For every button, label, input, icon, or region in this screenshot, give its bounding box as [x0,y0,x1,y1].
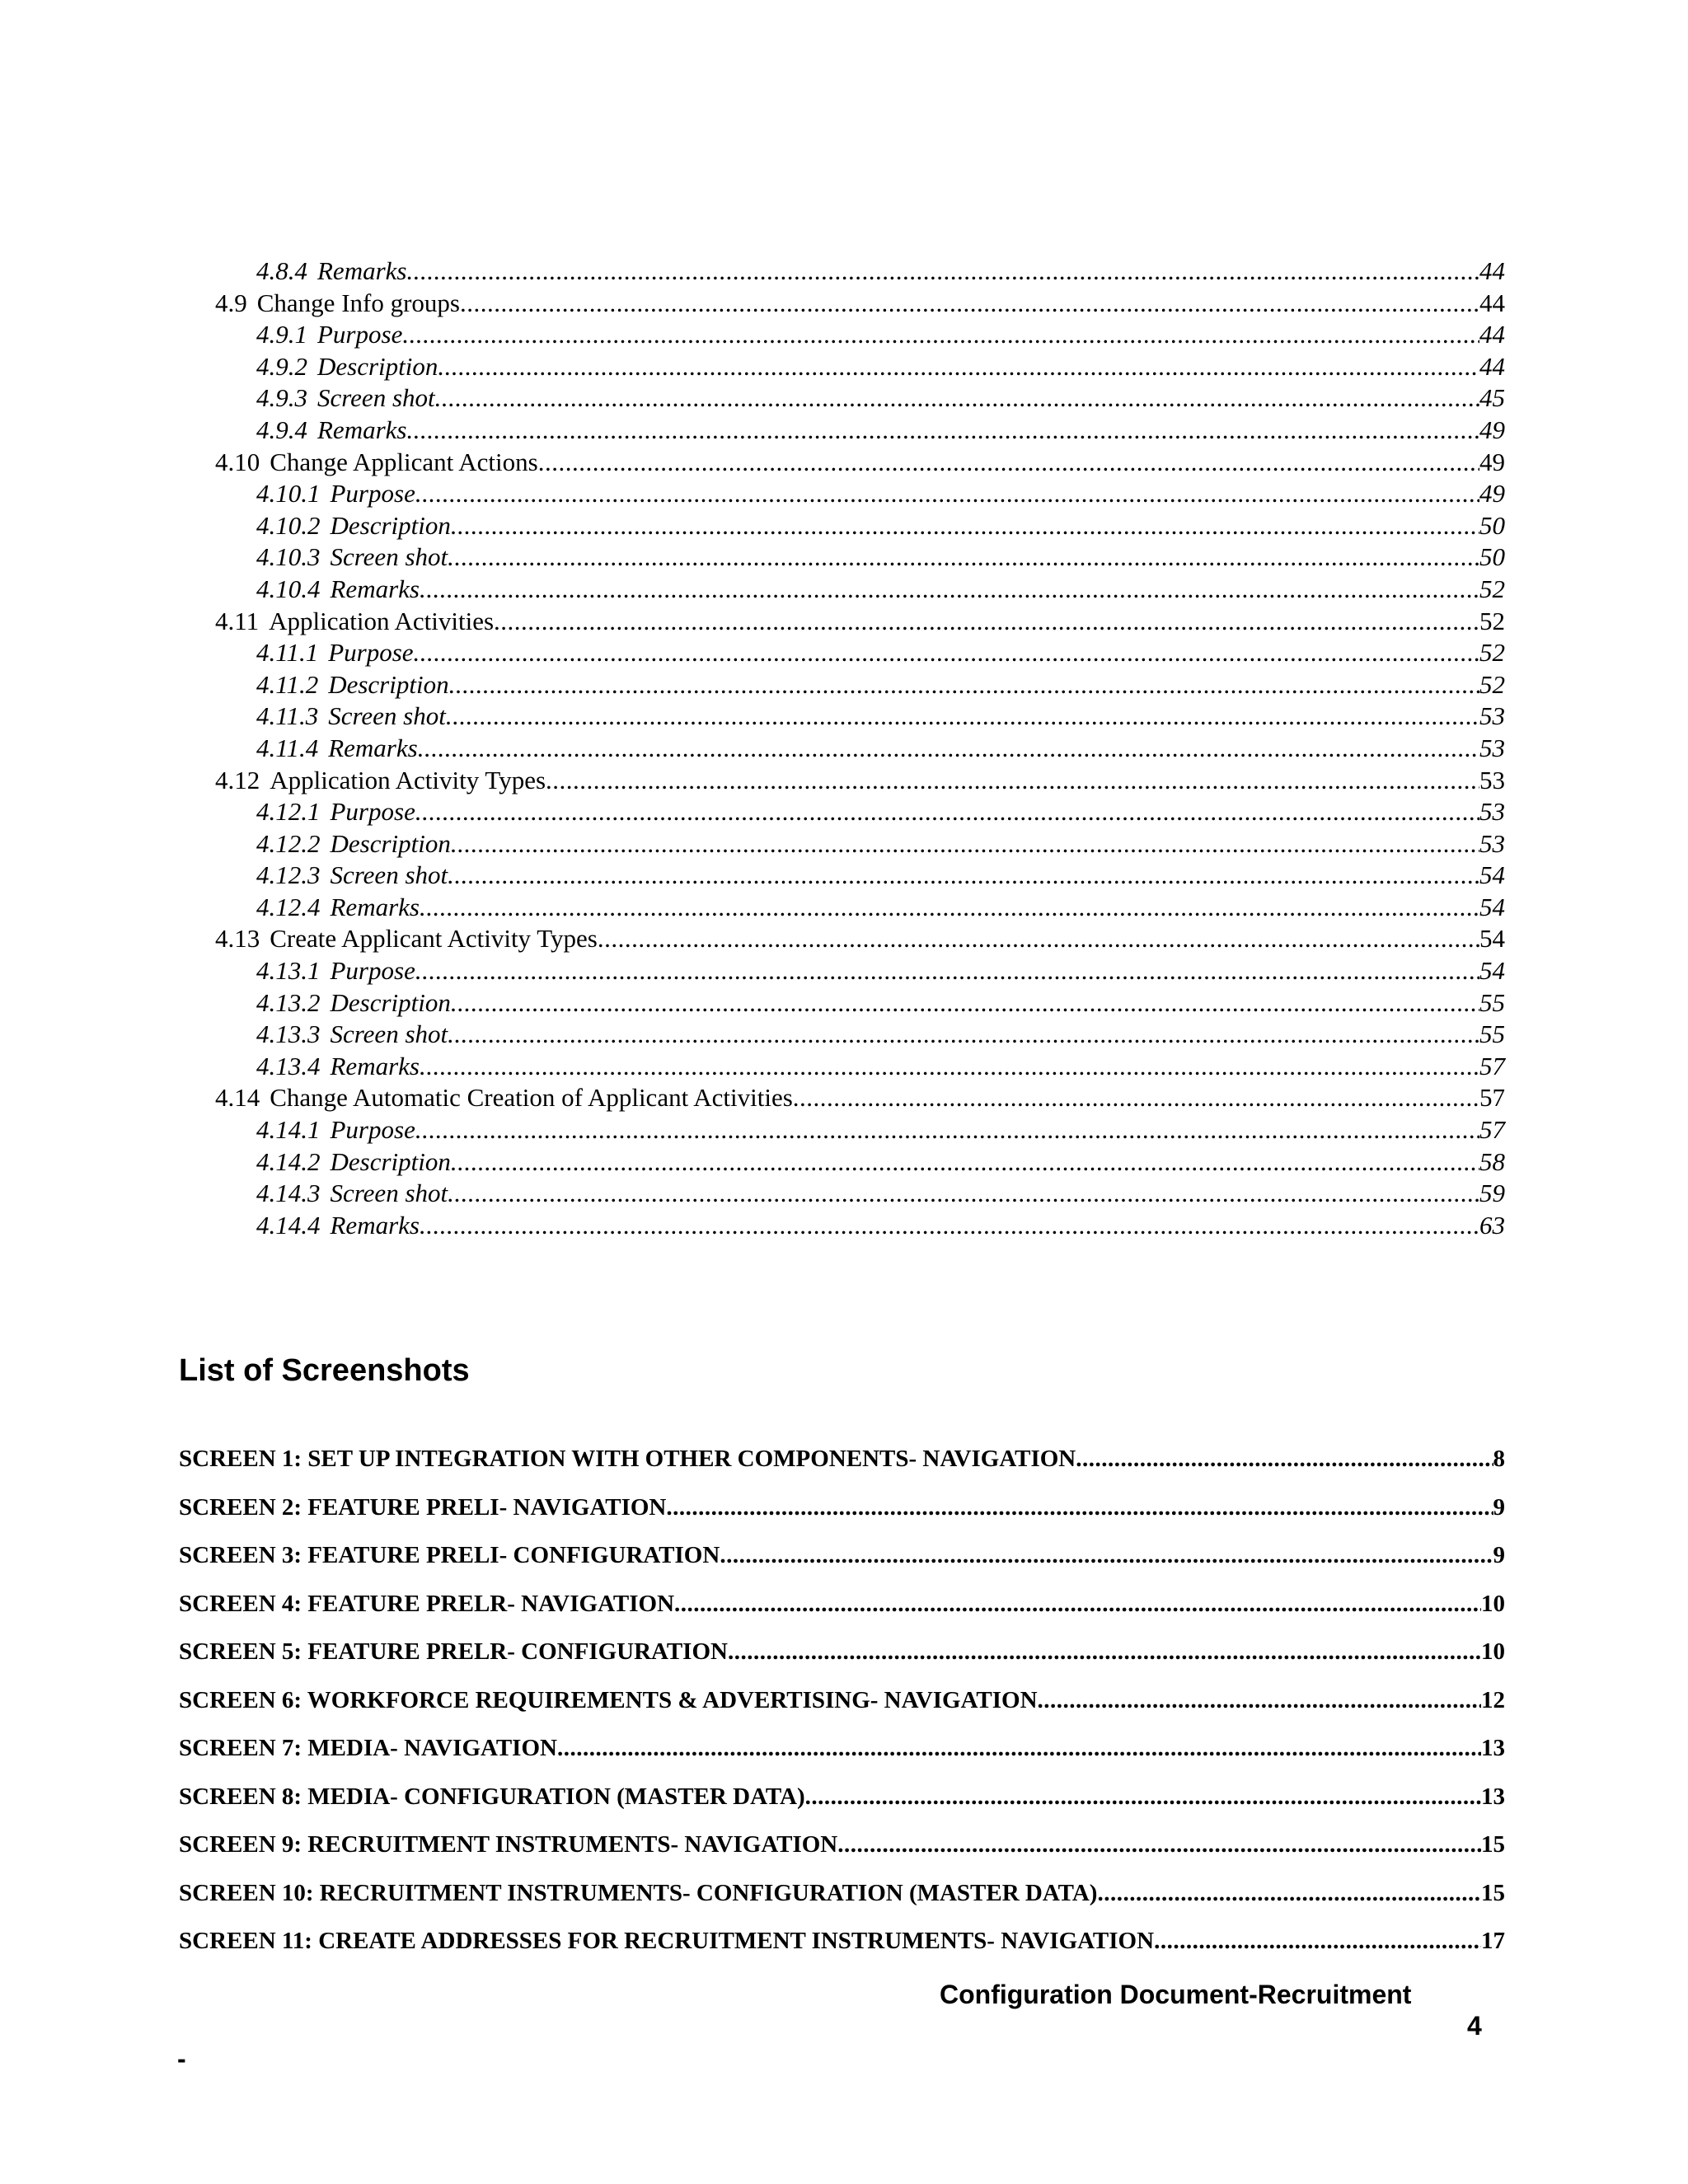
screenshot-list-entry[interactable] [179,1830,1505,1878]
screenshot-list-entry[interactable] [179,1733,1505,1782]
toc-entry-title: Description [330,1146,451,1176]
screenshot-dot-leader [805,1782,1481,1811]
footer-page-number: 4 [1467,2011,1482,2041]
toc-subentry[interactable] [215,415,1505,447]
screenshot-list-entry[interactable] [179,1540,1505,1589]
toc-dot-leader [402,319,1479,351]
toc-entry-title: Change Info groups [256,288,460,317]
toc-dot-leader [420,1210,1479,1242]
toc-entry-page: 54 [1479,892,1505,921]
screenshot-entry-title: SCREEN 10: RECRUITMENT INSTRUMENTS- CONFIGURATION (MASTER DATA) [179,1879,1098,1906]
toc-entry-title: Change Automatic Creation of Applicant Activities [270,1083,793,1113]
toc-entry-page: 53 [1479,828,1505,858]
toc-dot-leader [415,955,1479,987]
toc-entry-title: Remarks [330,1210,420,1240]
table-of-contents [215,255,1505,1241]
screenshot-entry-page: 10 [1481,1638,1505,1665]
screenshot-list-entry[interactable] [179,1926,1505,1975]
toc-dot-leader [448,541,1479,574]
toc-subentry[interactable] [215,541,1505,574]
toc-dot-leader [415,796,1479,828]
toc-entry-page: 45 [1479,383,1505,413]
toc-entry-title: Purpose [317,320,403,349]
toc-entry-label [256,987,451,1019]
toc-entry[interactable] [215,447,1505,479]
screenshot-dot-leader [1076,1444,1493,1474]
toc-entry-title: Create Applicant Activity Types [270,924,598,954]
toc-dot-leader [415,1114,1479,1146]
toc-entry-page: 57 [1479,1083,1505,1113]
toc-entry-label [256,955,415,987]
toc-entry-label [215,447,538,479]
toc-subentry[interactable] [215,1178,1505,1210]
screenshot-entry-page: 15 [1481,1879,1505,1906]
toc-entry-page: 54 [1479,860,1505,890]
toc-entry-page: 50 [1479,542,1505,572]
toc-entry-page: 54 [1479,956,1505,986]
toc-entry[interactable] [215,1082,1505,1114]
toc-entry-label [256,1114,415,1146]
toc-entry-title: Screen shot [330,542,448,572]
toc-subentry[interactable] [215,510,1505,542]
toc-entry-label [256,319,402,351]
toc-subentry[interactable] [215,796,1505,828]
screenshot-entry-page: 8 [1493,1446,1505,1472]
toc-entry-number: 4.12 [215,765,260,794]
screenshot-dot-leader [728,1637,1481,1666]
toc-dot-leader [406,255,1479,288]
toc-entry-number: 4.14.1 [256,1115,321,1145]
toc-dot-leader [438,351,1479,383]
screenshot-dot-leader [837,1830,1481,1859]
toc-entry-page: 49 [1479,447,1505,476]
toc-entry-title: Change Applicant Actions [270,447,538,476]
toc-entry-number: 4.10.1 [256,479,321,509]
toc-entry-number: 4.9.2 [256,351,307,381]
toc-subentry[interactable] [215,255,1505,288]
toc-dot-leader [460,288,1479,320]
toc-dot-leader [538,447,1479,479]
toc-subentry[interactable] [215,1051,1505,1083]
toc-entry-label [256,669,449,701]
toc-subentry[interactable] [215,701,1505,733]
toc-dot-leader [418,733,1479,765]
toc-entry-label [256,892,420,924]
toc-entry-number: 4.13.3 [256,1019,321,1049]
toc-entry-label [215,923,598,955]
list-of-screenshots [179,1444,1505,1975]
screenshot-list-entry[interactable] [179,1637,1505,1685]
toc-dot-leader [415,478,1479,510]
footer-dash: - [177,2044,186,2074]
toc-subentry[interactable] [215,828,1505,860]
toc-subentry[interactable] [215,1114,1505,1146]
screenshot-dot-leader [1097,1878,1481,1908]
toc-entry-label [256,415,406,447]
toc-entry-number: 4.9.3 [256,383,307,413]
toc-entry-title: Screen shot [330,1179,448,1208]
toc-entry-number: 4.11.1 [256,638,319,668]
toc-subentry[interactable] [215,1019,1505,1051]
screenshot-entry-page: 12 [1481,1686,1505,1713]
toc-dot-leader [414,637,1479,669]
toc-entry-number: 4.14 [215,1083,260,1113]
screenshot-entry-page: 17 [1481,1928,1505,1954]
toc-entry-page: 44 [1479,351,1505,381]
toc-entry-number: 4.10.2 [256,510,321,540]
toc-entry-number: 4.9 [215,288,247,317]
toc-entry-page: 57 [1479,1115,1505,1145]
screenshot-list-entry[interactable] [179,1493,1505,1541]
toc-entry-label [256,574,420,606]
toc-entry-page: 53 [1479,701,1505,731]
screenshot-entry-title: SCREEN 5: FEATURE PRELR- CONFIGURATION [179,1638,728,1665]
toc-entry-label [256,733,418,765]
toc-entry-page: 44 [1479,288,1505,317]
toc-dot-leader [546,765,1479,797]
toc-entry-title: Description [330,987,451,1017]
toc-entry-title: Remarks [317,256,407,285]
toc-dot-leader [420,1051,1479,1083]
toc-entry-number: 4.13.2 [256,987,321,1017]
toc-entry-page: 53 [1479,733,1505,762]
toc-entry-number: 4.11.2 [256,669,319,699]
toc-entry-number: 4.12.4 [256,892,321,921]
toc-entry-number: 4.13 [215,924,260,954]
toc-entry-label [215,606,494,638]
toc-entry[interactable] [215,765,1505,797]
toc-entry-number: 4.10.4 [256,574,321,603]
toc-dot-leader [435,382,1479,415]
toc-entry-label [215,1082,793,1114]
screenshot-entry-page: 13 [1481,1735,1505,1761]
toc-entry-label [256,1146,451,1179]
screenshot-dot-leader [674,1589,1481,1619]
screenshot-entry-title: SCREEN 11: CREATE ADDRESSES FOR RECRUITMENT INSTRUMENTS- NAVIGATION [179,1928,1155,1954]
screenshot-list-entry[interactable] [179,1782,1505,1830]
toc-subentry[interactable] [215,1210,1505,1242]
screenshot-list-entry[interactable] [179,1444,1505,1493]
toc-dot-leader [598,923,1479,955]
toc-dot-leader [451,828,1479,860]
toc-entry-label [215,765,546,797]
toc-entry-page: 55 [1479,1019,1505,1049]
toc-entry-page: 52 [1479,606,1505,635]
toc-entry-title: Remarks [317,415,407,444]
toc-entry-page: 58 [1479,1146,1505,1176]
screenshot-entry-title: SCREEN 2: FEATURE PRELI- NAVIGATION [179,1493,667,1521]
footer-document-title: Configuration Document-Recruitment [940,1980,1412,2009]
toc-entry-page: 44 [1479,320,1505,349]
screenshot-entry-title: SCREEN 3: FEATURE PRELI- CONFIGURATION [179,1542,720,1568]
toc-entry-label [256,1019,448,1051]
toc-dot-leader [451,1146,1479,1179]
toc-entry-title: Application Activity Types [270,765,546,794]
toc-entry-page: 54 [1479,924,1505,954]
toc-entry-number: 4.11.4 [256,733,319,762]
toc-subentry[interactable] [215,860,1505,892]
toc-entry-title: Remarks [330,574,420,603]
toc-entry-number: 4.9.1 [256,320,307,349]
toc-dot-leader [420,574,1479,606]
toc-entry-page: 53 [1479,797,1505,827]
toc-entry[interactable] [215,288,1505,320]
screenshot-list-entry[interactable] [179,1685,1505,1734]
toc-entry-number: 4.13.1 [256,956,321,986]
toc-entry-title: Description [328,669,449,699]
toc-entry-label [256,255,406,288]
screenshot-entry-title: SCREEN 6: WORKFORCE REQUIREMENTS & ADVERTISING- NAVIGATION [179,1686,1038,1713]
toc-entry-number: 4.14.4 [256,1210,321,1240]
toc-entry-label [256,541,448,574]
toc-subentry[interactable] [215,478,1505,510]
toc-entry-number: 4.14.3 [256,1179,321,1208]
toc-entry-page: 55 [1479,987,1505,1017]
toc-subentry[interactable] [215,382,1505,415]
toc-entry-number: 4.10.3 [256,542,321,572]
toc-entry[interactable] [215,923,1505,955]
toc-entry-label [215,288,460,320]
screenshot-entry-page: 15 [1481,1831,1505,1858]
toc-dot-leader [451,987,1479,1019]
toc-entry[interactable] [215,606,1505,638]
toc-entry-label [256,637,414,669]
toc-entry-label [256,351,438,383]
toc-entry-title: Purpose [330,956,415,986]
toc-entry-title: Screen shot [328,701,446,731]
toc-entry-page: 59 [1479,1179,1505,1208]
toc-entry-number: 4.11.3 [256,701,319,731]
toc-entry-title: Purpose [328,638,414,668]
toc-entry-title: Screen shot [330,1019,448,1049]
toc-entry-number: 4.14.2 [256,1146,321,1176]
toc-dot-leader [793,1082,1479,1114]
toc-entry-page: 53 [1479,765,1505,794]
toc-dot-leader [494,606,1479,638]
toc-subentry[interactable] [215,733,1505,765]
toc-subentry[interactable] [215,351,1505,383]
toc-dot-leader [446,701,1479,733]
toc-entry-number: 4.10 [215,447,260,476]
toc-entry-number: 4.12.2 [256,828,321,858]
screenshot-entry-page: 13 [1481,1783,1505,1810]
toc-entry-label [256,1051,420,1083]
toc-entry-label [256,478,415,510]
toc-subentry[interactable] [215,955,1505,987]
toc-dot-leader [451,510,1479,542]
screenshot-entry-title: SCREEN 1: SET UP INTEGRATION WITH OTHER COMPONENTS- NAVIGATION [179,1446,1076,1472]
toc-entry-label [256,701,446,733]
screenshot-entry-page: 9 [1493,1542,1505,1568]
toc-entry-page: 49 [1479,479,1505,509]
toc-entry-label [256,828,451,860]
screenshot-dot-leader [557,1733,1481,1763]
screenshot-dot-leader [720,1540,1493,1570]
toc-entry-title: Screen shot [330,860,448,890]
toc-subentry[interactable] [215,574,1505,606]
toc-entry-page: 44 [1479,256,1505,285]
toc-dot-leader [448,1019,1479,1051]
screenshot-dot-leader [666,1493,1493,1522]
toc-dot-leader [420,892,1479,924]
toc-entry-title: Purpose [330,479,415,509]
toc-entry-page: 57 [1479,1051,1505,1080]
toc-dot-leader [448,860,1479,892]
screenshot-entry-title: SCREEN 7: MEDIA- NAVIGATION [179,1735,557,1761]
toc-entry-page: 50 [1479,510,1505,540]
screenshot-dot-leader [1038,1685,1481,1715]
toc-entry-label [256,1178,448,1210]
toc-entry-number: 4.13.4 [256,1051,321,1080]
toc-entry-page: 52 [1479,574,1505,603]
toc-subentry[interactable] [215,319,1505,351]
screenshot-entry-page: 10 [1481,1590,1505,1617]
screenshot-entry-page: 9 [1493,1493,1505,1521]
screenshot-entry-title: SCREEN 9: RECRUITMENT INSTRUMENTS- NAVIGATION [179,1831,838,1858]
toc-entry-number: 4.9.4 [256,415,307,444]
toc-entry-number: 4.8.4 [256,256,307,285]
screenshot-entry-title: SCREEN 8: MEDIA- CONFIGURATION (MASTER DATA) [179,1783,805,1810]
toc-subentry[interactable] [215,892,1505,924]
toc-entry-label [256,796,415,828]
list-of-screenshots-heading: List of Screenshots [179,1353,470,1388]
toc-entry-title: Remarks [330,892,420,921]
screenshot-list-entry[interactable] [179,1589,1505,1638]
toc-subentry[interactable] [215,637,1505,669]
toc-subentry[interactable] [215,1146,1505,1179]
toc-dot-leader [448,1178,1479,1210]
toc-entry-title: Remarks [328,733,418,762]
toc-entry-title: Description [330,510,451,540]
toc-dot-leader [449,669,1479,701]
toc-entry-label [256,382,435,415]
toc-entry-page: 52 [1479,638,1505,668]
screenshot-list-entry[interactable] [179,1878,1505,1927]
toc-subentry[interactable] [215,669,1505,701]
toc-entry-number: 4.11 [215,606,260,635]
toc-entry-title: Application Activities [269,606,495,635]
toc-dot-leader [406,415,1479,447]
toc-entry-page: 49 [1479,415,1505,444]
toc-entry-title: Remarks [330,1051,420,1080]
toc-entry-label [256,510,451,542]
screenshot-dot-leader [1154,1926,1481,1956]
toc-entry-title: Description [330,828,451,858]
toc-entry-title: Purpose [330,1115,415,1145]
toc-entry-page: 63 [1479,1210,1505,1240]
toc-entry-page: 52 [1479,669,1505,699]
toc-entry-title: Description [317,351,438,381]
toc-entry-label [256,1210,420,1242]
screenshot-entry-title: SCREEN 4: FEATURE PRELR- NAVIGATION [179,1590,675,1617]
toc-entry-title: Purpose [330,797,415,827]
toc-entry-title: Screen shot [317,383,435,413]
toc-entry-number: 4.12.3 [256,860,321,890]
toc-entry-label [256,860,448,892]
toc-subentry[interactable] [215,987,1505,1019]
toc-entry-number: 4.12.1 [256,797,321,827]
